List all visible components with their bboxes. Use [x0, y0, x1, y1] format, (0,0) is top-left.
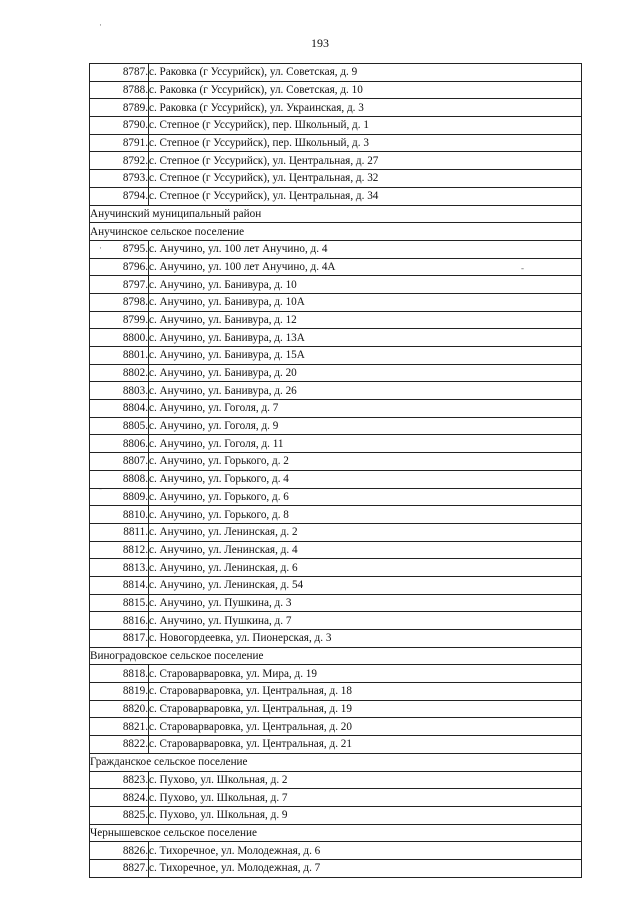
row-address: с. Раковка (г Уссурийск), ул. Украинская, д. 3 — [149, 99, 582, 117]
table-row — [90, 134, 582, 152]
row-address: с. Тихоречное, ул. Молодежная, д. 6 — [149, 842, 582, 860]
row-address: с. Степное (г Уссурийск), пер. Школьный, д. 1 — [149, 117, 582, 135]
table-row — [90, 187, 582, 205]
table-row — [90, 329, 582, 347]
row-address: с. Тихоречное, ул. Молодежная, д. 7 — [149, 859, 582, 877]
row-number: 8791. — [90, 134, 149, 152]
table-row — [90, 293, 582, 311]
row-address: с. Староварваровка, ул. Центральная, д. 21 — [149, 736, 582, 754]
row-address: с. Анучино, ул. Банивура, д. 12 — [149, 311, 582, 329]
scan-mark: · — [99, 20, 102, 30]
table-row — [90, 683, 582, 701]
row-address: с. Анучино, ул. 100 лет Анучино, д. 4 — [149, 240, 582, 258]
row-address: с. Анучино, ул. Банивура, д. 20 — [149, 364, 582, 382]
table-row — [90, 771, 582, 789]
row-number: 8792. — [90, 152, 149, 170]
row-number: 8816. — [90, 612, 149, 630]
row-number: 8825. — [90, 806, 149, 824]
table-row — [90, 859, 582, 877]
row-address: с. Анучино, ул. Гоголя, д. 11 — [149, 435, 582, 453]
row-number: 8809. — [90, 488, 149, 506]
row-number: 8789. — [90, 99, 149, 117]
row-address: с. Анучино, ул. Ленинская, д. 2 — [149, 523, 582, 541]
row-number: 8802. — [90, 364, 149, 382]
row-number: 8810. — [90, 506, 149, 524]
table-row — [90, 576, 582, 594]
row-number: 8818. — [90, 665, 149, 683]
row-address: с. Анучино, ул. Горького, д. 8 — [149, 506, 582, 524]
row-address: с. Пухово, ул. Школьная, д. 2 — [149, 771, 582, 789]
row-number: 8788. — [90, 81, 149, 99]
row-number: 8806. — [90, 435, 149, 453]
row-address: с. Анучино, ул. 100 лет Анучино, д. 4А — [149, 258, 582, 276]
row-address: с. Раковка (г Уссурийск), ул. Советская, д. 10 — [149, 81, 582, 99]
row-number: 8822. — [90, 736, 149, 754]
row-number: 8813. — [90, 559, 149, 577]
table-row — [90, 99, 582, 117]
row-number: 8807. — [90, 453, 149, 471]
row-number: 8803. — [90, 382, 149, 400]
register-body — [90, 64, 582, 878]
row-address: с. Староварваровка, ул. Центральная, д. 20 — [149, 718, 582, 736]
table-row — [90, 665, 582, 683]
row-address: с. Раковка (г Уссурийск), ул. Советская, д. 9 — [149, 64, 582, 82]
section-row — [90, 753, 582, 771]
row-number: 8827. — [90, 859, 149, 877]
page-number: 193 — [311, 36, 329, 50]
table-row — [90, 240, 582, 258]
row-number: 8794. — [90, 187, 149, 205]
row-address: с. Анучино, ул. Гоголя, д. 7 — [149, 400, 582, 418]
section-title: Анучинский муниципальный район — [90, 205, 582, 223]
row-number: 8801. — [90, 347, 149, 365]
row-address: с. Староварваровка, ул. Центральная, д. 18 — [149, 683, 582, 701]
row-address: с. Анучино, ул. Банивура, д. 13А — [149, 329, 582, 347]
section-row — [90, 223, 582, 241]
table-row — [90, 736, 582, 754]
section-title: Гражданское сельское поселение — [90, 753, 582, 771]
row-number: 8796. — [90, 258, 149, 276]
table-row — [90, 64, 582, 82]
row-address: с. Анучино, ул. Банивура, д. 26 — [149, 382, 582, 400]
section-title: Виноградовское сельское поселение — [90, 647, 582, 665]
row-number: 8797. — [90, 276, 149, 294]
table-row — [90, 718, 582, 736]
table-row — [90, 382, 582, 400]
table-row — [90, 594, 582, 612]
row-number: 8800. — [90, 329, 149, 347]
row-number: 8808. — [90, 470, 149, 488]
row-address: с. Степное (г Уссурийск), ул. Центральная, д. 27 — [149, 152, 582, 170]
row-number: 8804. — [90, 400, 149, 418]
row-address: с. Пухово, ул. Школьная, д. 7 — [149, 789, 582, 807]
table-row — [90, 152, 582, 170]
row-number: 8795. — [90, 240, 149, 258]
table-row — [90, 612, 582, 630]
row-number: 8812. — [90, 541, 149, 559]
row-address: с. Степное (г Уссурийск), ул. Центральная, д. 32 — [149, 170, 582, 188]
table-row — [90, 453, 582, 471]
row-number: 8821. — [90, 718, 149, 736]
row-number: 8787. — [90, 64, 149, 82]
table-row — [90, 170, 582, 188]
table-row — [90, 700, 582, 718]
table-row — [90, 311, 582, 329]
table-row — [90, 842, 582, 860]
table-row — [90, 488, 582, 506]
table-row — [90, 789, 582, 807]
row-address: с. Староварваровка, ул. Мира, д. 19 — [149, 665, 582, 683]
table-row — [90, 523, 582, 541]
row-address: с. Анучино, ул. Ленинская, д. 54 — [149, 576, 582, 594]
row-address: с. Анучино, ул. Ленинская, д. 6 — [149, 559, 582, 577]
row-address: с. Пухово, ул. Школьная, д. 9 — [149, 806, 582, 824]
section-row — [90, 205, 582, 223]
row-number: 8805. — [90, 417, 149, 435]
table-row — [90, 258, 582, 276]
row-number: 8826. — [90, 842, 149, 860]
row-address: с. Анучино, ул. Пушкина, д. 3 — [149, 594, 582, 612]
table-row — [90, 435, 582, 453]
table-row — [90, 364, 582, 382]
row-number: 8823. — [90, 771, 149, 789]
address-register-table — [89, 63, 582, 878]
table-row — [90, 117, 582, 135]
row-number: 8824. — [90, 789, 149, 807]
row-address: с. Анучино, ул. Горького, д. 6 — [149, 488, 582, 506]
row-address: с. Анучино, ул. Гоголя, д. 9 — [149, 417, 582, 435]
row-number: 8819. — [90, 683, 149, 701]
section-title: Чернышевское сельское поселение — [90, 824, 582, 842]
section-title: Анучинское сельское поселение — [90, 223, 582, 241]
scan-mark: - — [521, 263, 524, 273]
row-address: с. Староварваровка, ул. Центральная, д. 19 — [149, 700, 582, 718]
table-row — [90, 347, 582, 365]
row-number: 8820. — [90, 700, 149, 718]
table-row — [90, 630, 582, 648]
row-address: с. Анучино, ул. Горького, д. 4 — [149, 470, 582, 488]
table-row — [90, 506, 582, 524]
table-row — [90, 400, 582, 418]
row-address: с. Новогордеевка, ул. Пионерская, д. 3 — [149, 630, 582, 648]
row-address: с. Анучино, ул. Банивура, д. 15А — [149, 347, 582, 365]
table-row — [90, 541, 582, 559]
scan-mark: - — [99, 483, 102, 493]
row-number: 8793. — [90, 170, 149, 188]
row-address: с. Степное (г Уссурийск), ул. Центральная, д. 34 — [149, 187, 582, 205]
section-row — [90, 647, 582, 665]
row-address: с. Анучино, ул. Банивура, д. 10А — [149, 293, 582, 311]
row-number: 8798. — [90, 293, 149, 311]
row-address: с. Анучино, ул. Пушкина, д. 7 — [149, 612, 582, 630]
row-number: 8790. — [90, 117, 149, 135]
table-row — [90, 81, 582, 99]
table-row — [90, 417, 582, 435]
table-row — [90, 276, 582, 294]
row-address: с. Степное (г Уссурийск), пер. Школьный, д. 3 — [149, 134, 582, 152]
table-row — [90, 806, 582, 824]
row-address: с. Анучино, ул. Банивура, д. 10 — [149, 276, 582, 294]
scan-mark: · — [99, 243, 102, 253]
row-number: 8817. — [90, 630, 149, 648]
row-address: с. Анучино, ул. Ленинская, д. 4 — [149, 541, 582, 559]
row-number: 8814. — [90, 576, 149, 594]
row-address: с. Анучино, ул. Горького, д. 2 — [149, 453, 582, 471]
row-number: 8799. — [90, 311, 149, 329]
table-row — [90, 559, 582, 577]
row-number: 8811. — [90, 523, 149, 541]
section-row — [90, 824, 582, 842]
row-number: 8815. — [90, 594, 149, 612]
table-row — [90, 470, 582, 488]
